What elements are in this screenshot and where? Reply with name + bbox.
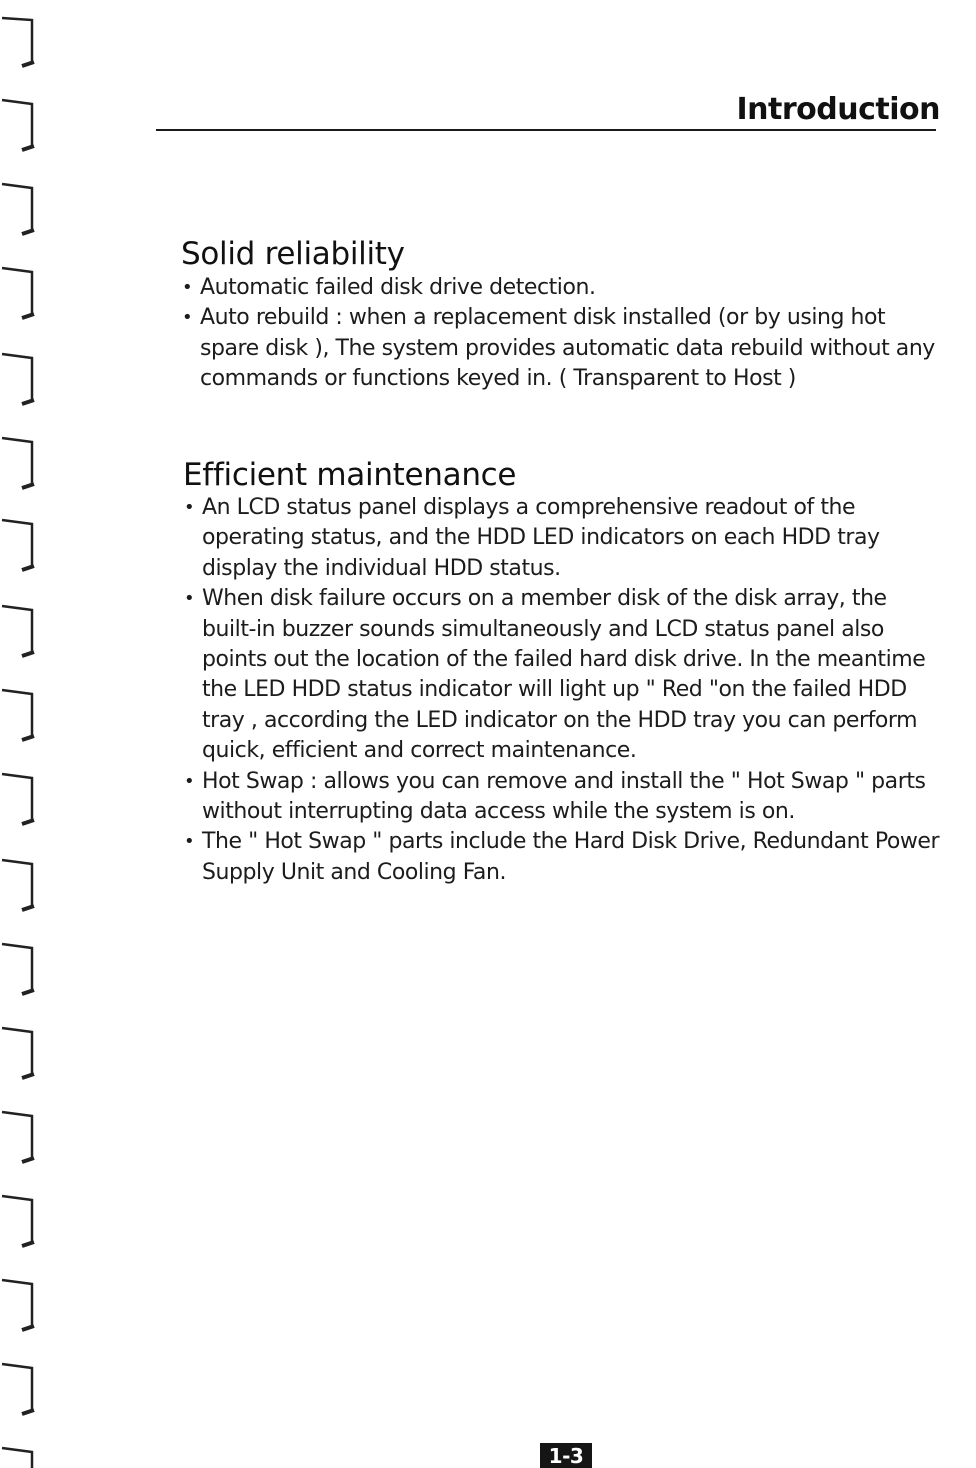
- section-heading: Solid reliability: [181, 236, 405, 272]
- list-item: [183, 584, 943, 766]
- bullet-list: [181, 273, 941, 395]
- bullet-icon: •: [184, 770, 195, 792]
- chapter-title: Introduction: [736, 92, 940, 127]
- binding-marks: [0, 0, 40, 1468]
- list-item: [183, 827, 943, 888]
- list-item-text: When disk failure occurs on a member disk of the disk array, the built-in buzzer sounds simultaneously and LCD status panel also points out the location of the failed hard disk drive. In the meantime the LED HDD status indicator will light up " Red "on the failed HDD tray , according the LED indicator on the HDD tray you can perform quick, efficient and correct maintenance.: [202, 586, 926, 764]
- list-item: [181, 273, 941, 303]
- bullet-icon: •: [184, 497, 195, 518]
- bullet-icon: •: [184, 831, 195, 853]
- bullet-icon: •: [184, 588, 195, 610]
- list-item-text: An LCD status panel displays a comprehensive readout of the operating status, and the HDD LED indicators on each HDD tray display the individual HDD status.: [202, 495, 880, 581]
- list-item-text: Auto rebuild : when a replacement disk installed (or by using hot spare disk ), The system provides automatic data rebuild without any commands or functions keyed in. ( Transparent to Host ): [200, 305, 935, 392]
- section-efficient-maintenance: [183, 457, 943, 888]
- bullet-icon: •: [182, 307, 193, 329]
- list-item-text: Automatic failed disk drive detection.: [200, 275, 596, 300]
- list-item: [181, 303, 941, 394]
- list-item-text: The " Hot Swap " parts include the Hard Disk Drive, Redundant Power Supply Unit and Cooling Fan.: [202, 829, 940, 885]
- binding-margin: [0, 0, 40, 1468]
- bullet-icon: •: [182, 277, 193, 298]
- list-item-text: Hot Swap : allows you can remove and install the " Hot Swap " parts without interrupting data access while the system is on.: [202, 768, 926, 825]
- section-solid-reliability: [181, 236, 941, 395]
- page-number: 1-3: [540, 1443, 592, 1468]
- header-rule: [156, 129, 936, 131]
- section-heading: Efficient maintenance: [183, 457, 517, 493]
- list-item: [183, 493, 943, 584]
- list-item: [183, 767, 943, 828]
- page-header: [156, 92, 940, 132]
- bullet-list: [183, 493, 943, 888]
